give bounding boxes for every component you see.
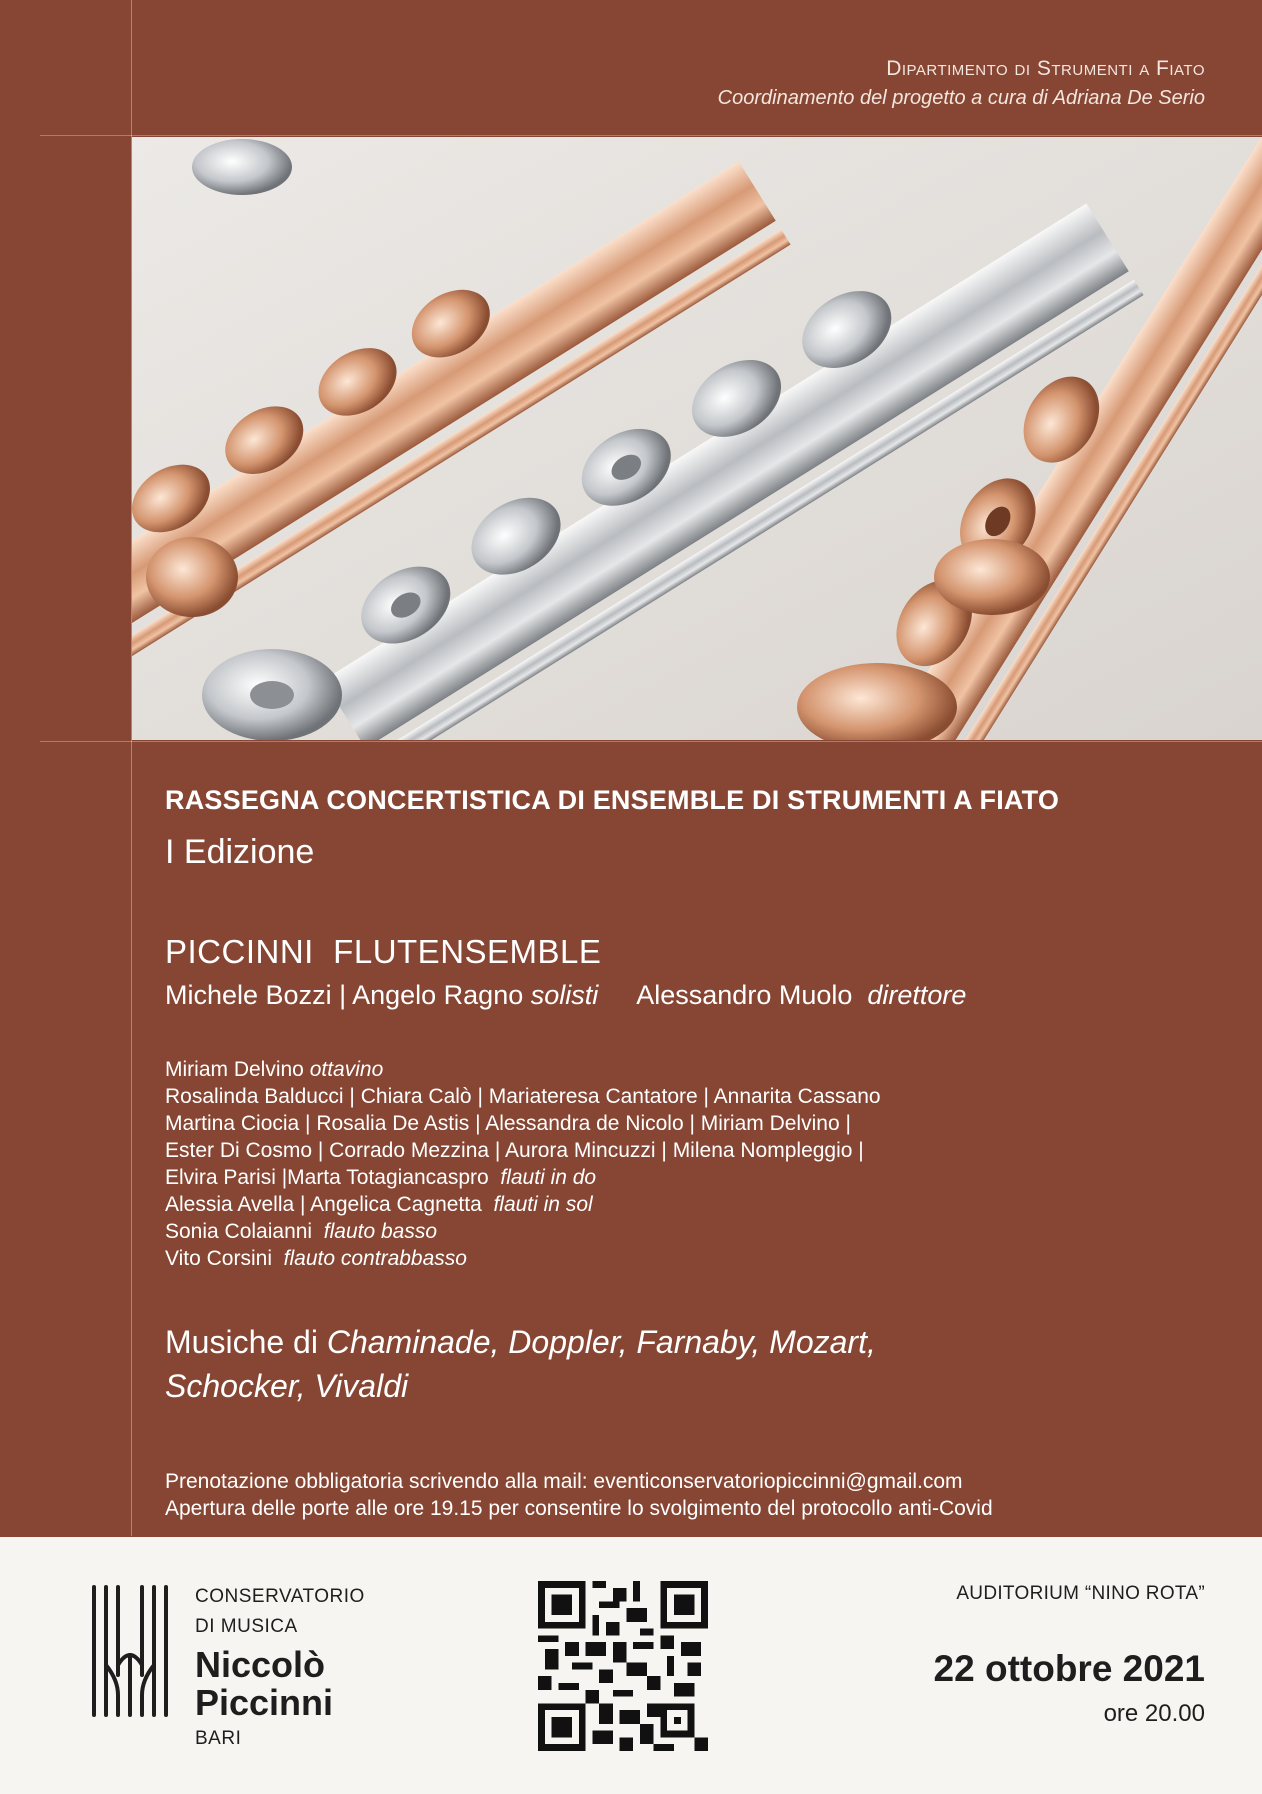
conservatory-line-1: CONSERVATORIO bbox=[195, 1586, 365, 1607]
conservatory-name-line-2: Piccinni bbox=[195, 1682, 334, 1723]
music-program bbox=[165, 1320, 876, 1408]
organ-pipes-logo-icon bbox=[90, 1585, 170, 1717]
venue: AUDITORIUM “NINO ROTA” bbox=[956, 1583, 1205, 1604]
photo-bottom-rule bbox=[40, 741, 1262, 742]
composers-line-2: Schocker, Vivaldi bbox=[165, 1368, 409, 1404]
event-title: RASSEGNA CONCERTISTICA DI ENSEMBLE DI STRUMENTI A FIATO bbox=[165, 785, 1060, 815]
event-date: 22 ottobre 2021 bbox=[933, 1648, 1205, 1689]
ensemble-name: PICCINNI FLUTENSEMBLE bbox=[165, 933, 602, 970]
conductor-name: Alessandro Muolo bbox=[636, 980, 868, 1010]
roster-line: Miriam Delvino ottavino bbox=[165, 1058, 384, 1081]
department-header bbox=[718, 54, 1205, 112]
event-edition: I Edizione bbox=[165, 833, 315, 871]
roster-line: Alessia Avella | Angelica Cagnetta flauti in sol bbox=[165, 1193, 593, 1216]
event-time: ore 20.00 bbox=[1103, 1700, 1205, 1727]
roster-list bbox=[165, 1056, 881, 1272]
conservatory-name bbox=[195, 1582, 365, 1750]
qr-code-icon[interactable] bbox=[538, 1581, 708, 1751]
soloists-names: Michele Bozzi | Angelo Ragno bbox=[165, 980, 531, 1010]
roster-line: Sonia Colaianni flauto basso bbox=[165, 1220, 438, 1243]
booking-note: Prenotazione obbligatoria scrivendo alla mail: eventiconservatoriopiccinni@gmail.com bbox=[165, 1470, 963, 1493]
top-rule bbox=[40, 135, 1262, 136]
flutes-photo bbox=[132, 137, 1262, 740]
conservatory-line-2: DI MUSICA bbox=[195, 1616, 298, 1637]
soloists-role: solisti bbox=[530, 980, 599, 1010]
coordination-credit: Coordinamento del progetto a cura di Adriana De Serio bbox=[717, 87, 1205, 109]
doors-note: Apertura delle porte alle ore 19.15 per consentire lo svolgimento del protocollo anti-Covid bbox=[165, 1497, 993, 1520]
conductor-role: direttore bbox=[867, 980, 967, 1010]
conservatory-city: BARI bbox=[195, 1728, 242, 1749]
roster-line: Ester Di Cosmo | Corrado Mezzina | Aurora Mincuzzi | Milena Nompleggio | bbox=[165, 1139, 864, 1162]
roster-line: Rosalinda Balducci | Chiara Calò | Mariateresa Cantatore | Annarita Cassano bbox=[165, 1085, 881, 1108]
roster-line: Vito Corsini flauto contrabbasso bbox=[165, 1247, 467, 1270]
music-prefix: Musiche di bbox=[165, 1324, 327, 1360]
event-notes bbox=[165, 1468, 993, 1522]
composers-line-1: Chaminade, Doppler, Farnaby, Mozart, bbox=[326, 1324, 876, 1360]
roster-line: Martina Ciocia | Rosalia De Astis | Alessandra de Nicolo | Miriam Delvino | bbox=[165, 1112, 851, 1135]
footer bbox=[0, 1537, 1262, 1794]
performers-line bbox=[165, 980, 966, 1011]
conservatory-name-line-1: Niccolò bbox=[195, 1644, 326, 1685]
roster-line: Elvira Parisi |Marta Totagiancaspro flauti in do bbox=[165, 1166, 597, 1189]
department-name: Dipartimento di Strumenti a Fiato bbox=[886, 57, 1205, 80]
